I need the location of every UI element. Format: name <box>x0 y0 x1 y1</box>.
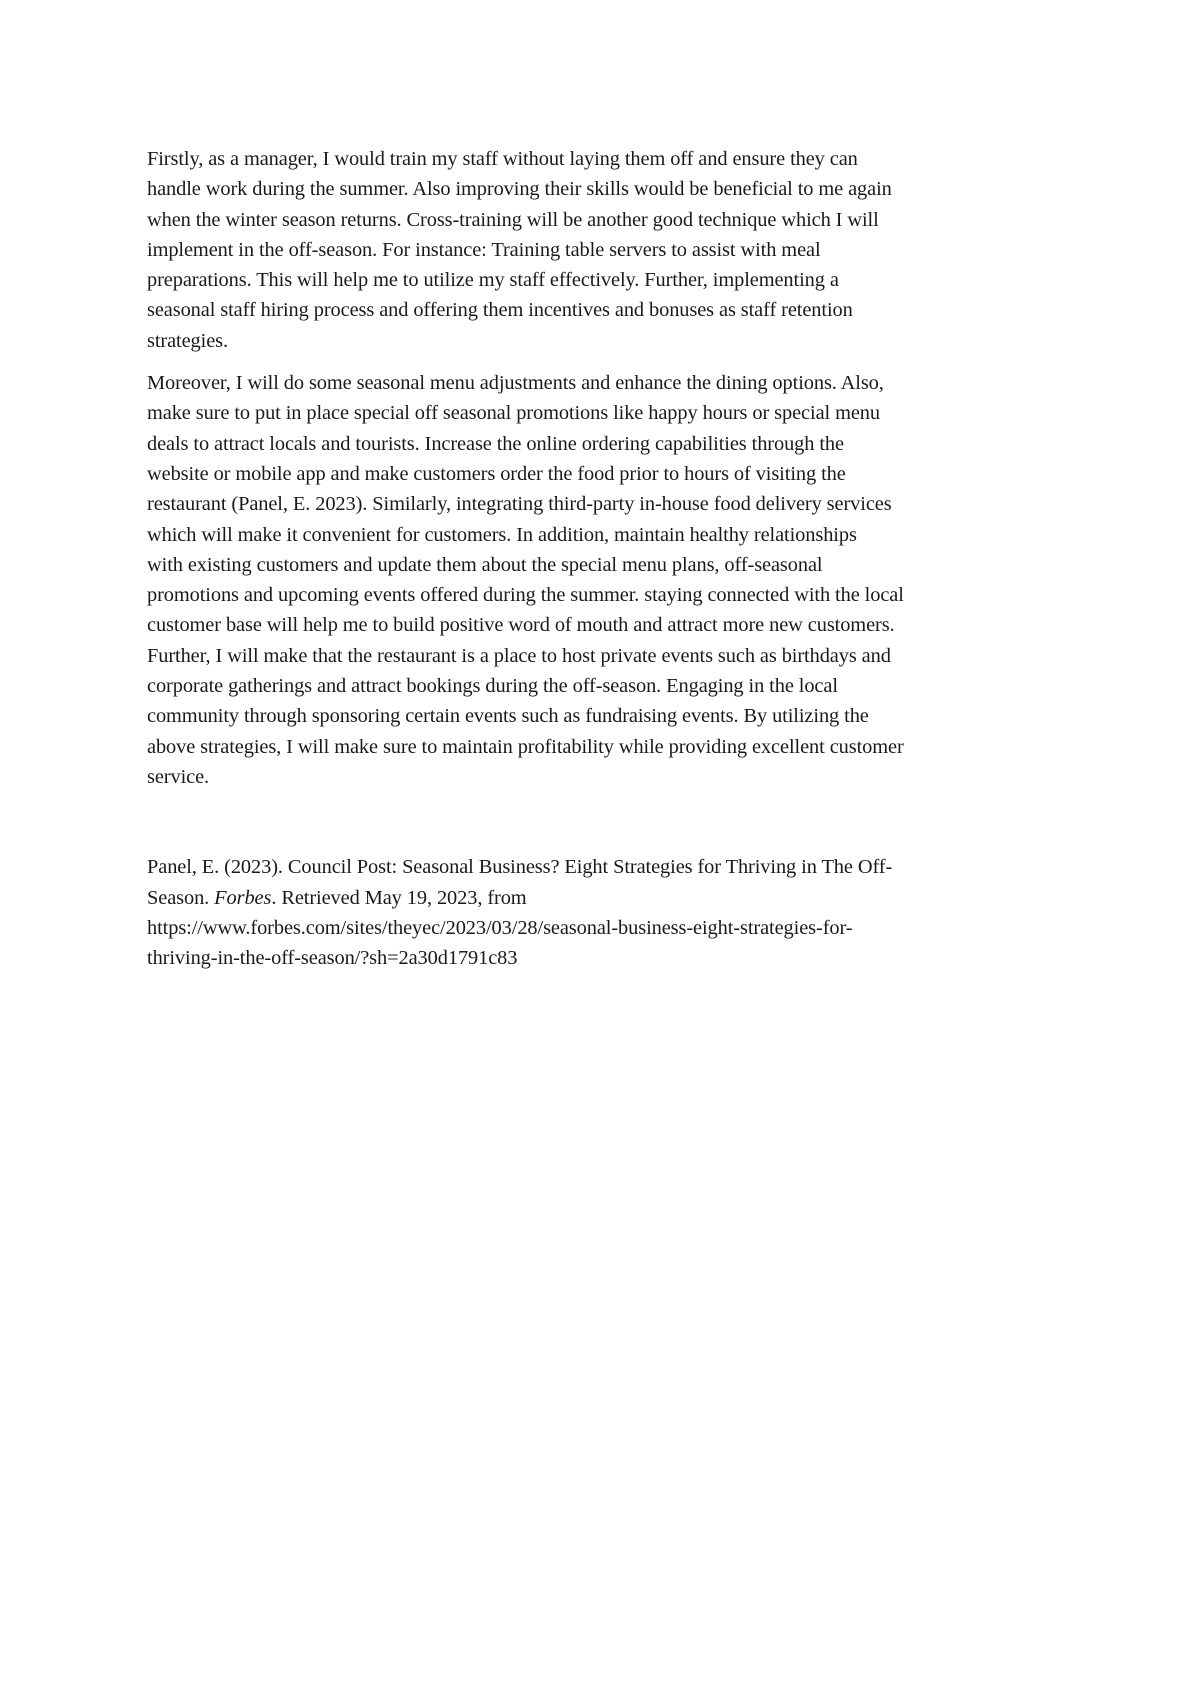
reference-publication: Forbes <box>214 886 272 909</box>
text-line: Firstly, as a manager, I would train my staff without laying them off and ensure they can <box>147 148 858 170</box>
text-line: handle work during the summer. Also improving their skills would be beneficial to me again <box>147 178 892 201</box>
text-line: implement in the off-season. For instance: Training table servers to assist with meal <box>147 238 821 261</box>
paragraph-staff-training <box>147 144 1077 356</box>
reference-entry <box>147 852 1077 973</box>
document-body <box>147 144 1077 973</box>
text-line: strategies. <box>147 329 229 352</box>
text-line: seasonal staff hiring process and offering them incentives and bonuses as staff retention <box>147 299 853 322</box>
reference-url: thriving-in-the-off-season/?sh=2a30d1791c83 <box>147 947 518 970</box>
text-line: with existing customers and update them about the special menu plans, off-seasonal <box>147 553 823 576</box>
reference-line: Panel, E. (2023). Council Post: Seasonal Business? Eight Strategies for Thriving in The Off- <box>147 856 893 879</box>
paragraph-menu-promotions <box>147 368 1077 792</box>
text-line: promotions and upcoming events offered during the summer. staying connected with the local <box>147 584 904 607</box>
text-line: service. <box>147 765 210 788</box>
text-line: when the winter season returns. Cross-training will be another good technique which I will <box>147 208 879 231</box>
text-line: corporate gatherings and attract bookings during the off-season. Engaging in the local <box>147 675 838 698</box>
text-line: community through sponsoring certain events such as fundraising events. By utilizing the <box>147 705 869 728</box>
text-line: deals to attract locals and tourists. Increase the online ordering capabilities through the <box>147 432 844 455</box>
reference-text: Season. <box>147 886 215 909</box>
text-line: Moreover, I will do some seasonal menu adjustments and enhance the dining options. Also, <box>147 372 884 395</box>
text-line: which will make it convenient for customers. In addition, maintain healthy relationships <box>147 523 857 546</box>
text-line: customer base will help me to build positive word of mouth and attract more new customers. <box>147 614 895 637</box>
reference-url: https://www.forbes.com/sites/theyec/2023/03/28/seasonal-business-eight-strategies-for- <box>147 916 853 939</box>
text-line: above strategies, I will make sure to maintain profitability while providing excellent customer <box>147 735 904 758</box>
reference-line <box>147 883 1077 913</box>
text-line: preparations. This will help me to utilize my staff effectively. Further, implementing a <box>147 269 839 292</box>
text-line: restaurant (Panel, E. 2023). Similarly, integrating third-party in-house food delivery services <box>147 493 892 516</box>
text-line: website or mobile app and make customers order the food prior to hours of visiting the <box>147 462 846 485</box>
text-line: make sure to put in place special off seasonal promotions like happy hours or special menu <box>147 402 880 425</box>
text-line: Further, I will make that the restaurant is a place to host private events such as birthdays and <box>147 644 891 667</box>
reference-text: . Retrieved May 19, 2023, from <box>271 886 527 909</box>
